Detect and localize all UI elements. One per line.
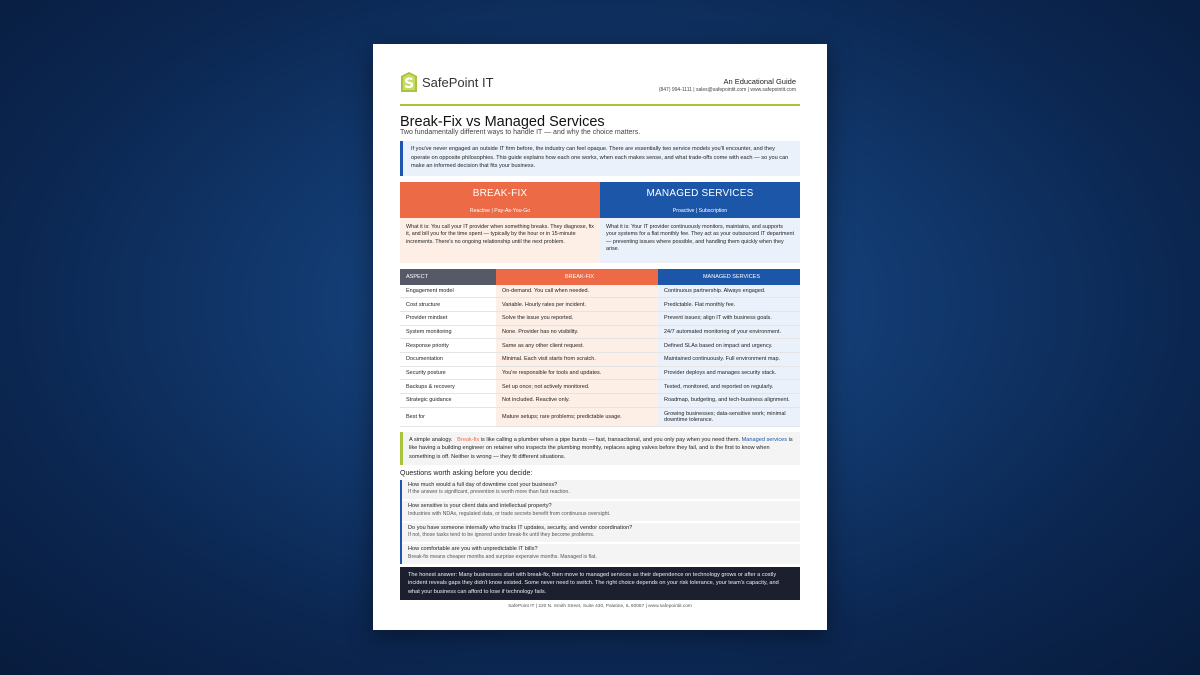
managed-cell: Roadmap, budgeting, and tech-business alignment. bbox=[658, 394, 800, 408]
managed-cell: Growing businesses; data-sensitive work; minimal downtime tolerance. bbox=[658, 407, 800, 426]
aspect-cell: Security posture bbox=[400, 366, 496, 380]
table-row bbox=[400, 325, 800, 339]
break-fix-description: What it is: You call your IT provider when something breaks. They diagnose, fix it, and bill you for the time spent — typically by the hour or in 15-minute increments. There's no ongoing relationship until the next problem. bbox=[400, 218, 600, 263]
managed-cell: Prevent issues; align IT with business goals. bbox=[658, 311, 800, 325]
managed-cell: 24/7 automated monitoring of your environment. bbox=[658, 325, 800, 339]
intro-callout: If you've never engaged an outside IT firm before, the industry can feel opaque. There are essentially two service models you'll encounter, and they operate on opposite philosophies. This guide explains how each one works, when each makes sense, and what trade-offs come with each — so you can make an informed decision that fits your business. bbox=[400, 141, 800, 176]
table-row bbox=[400, 394, 800, 408]
question-item bbox=[402, 480, 800, 500]
contact-line: (847) 994-1111 | sales@safepointit.com | www.safepointit.com bbox=[658, 87, 796, 93]
break-fix-cell: Solve the issue you reported. bbox=[496, 311, 658, 325]
table-row bbox=[400, 380, 800, 394]
table-row bbox=[400, 352, 800, 366]
break-fix-subtitle: Reactive | Pay-As-You-Go bbox=[469, 207, 531, 214]
question-item bbox=[402, 523, 800, 543]
aspect-cell: Engagement model bbox=[400, 285, 496, 298]
break-fix-cell: Same as any other client request. bbox=[496, 339, 658, 353]
analogy-break-fix-term: Break-fix bbox=[457, 436, 480, 443]
document-page bbox=[373, 44, 827, 630]
table-row bbox=[400, 285, 800, 298]
table-row bbox=[400, 339, 800, 353]
model-columns bbox=[400, 182, 800, 263]
logo-letter: S bbox=[403, 76, 415, 92]
break-fix-cell: On-demand. You call when needed. bbox=[496, 285, 658, 298]
question-answer: Industries with NDAs, regulated data, or trade secrets benefit from continuous oversight. bbox=[408, 510, 611, 517]
table-row bbox=[400, 311, 800, 325]
aspect-cell: System monitoring bbox=[400, 325, 496, 339]
honest-answer-callout: The honest answer: Many businesses start with break-fix, then move to managed services as their dependence on technology grows or after a costly incident reveals gaps they didn't know existed. Some never need to switch. The right choice depends on your risk tolerance, your team's capacity, and what your business can afford to lose if technology fails. bbox=[400, 567, 800, 600]
page-subtitle: Two fundamentally different ways to handle IT — and why the choice matters. bbox=[400, 129, 641, 136]
aspect-cell: Cost structure bbox=[400, 298, 496, 312]
managed-cell: Provider deploys and manages security stack. bbox=[658, 366, 800, 380]
break-fix-cell: Not included. Reactive only. bbox=[496, 394, 658, 408]
analogy-lead: A simple analogy. bbox=[409, 436, 453, 443]
break-fix-cell: Variable. Hourly rates per incident. bbox=[496, 298, 658, 312]
managed-description: What it is: Your IT provider continuously monitors, maintains, and supports your systems for a flat monthly fee. They act as your outsourced IT department — preventing issues where possible, and handling them quickly when they arise. bbox=[600, 218, 800, 263]
break-fix-cell: None. Provider has no visibility. bbox=[496, 325, 658, 339]
aspect-cell: Documentation bbox=[400, 352, 496, 366]
page-title: Break-Fix vs Managed Services bbox=[400, 114, 605, 130]
analogy-managed-term: Managed services bbox=[741, 436, 788, 443]
analogy-callout bbox=[400, 432, 800, 465]
aspect-cell: Backups & recovery bbox=[400, 380, 496, 394]
managed-title: MANAGED SERVICES bbox=[646, 187, 754, 199]
header-managed: MANAGED SERVICES bbox=[658, 269, 800, 285]
table-row bbox=[400, 407, 800, 426]
aspect-cell: Provider mindset bbox=[400, 311, 496, 325]
question-text: How comfortable are you with unpredictable IT bills? bbox=[408, 546, 538, 553]
logo bbox=[400, 70, 494, 94]
footer: SafePoint IT | 220 N. Smith Street, Suite 430, Palatine, IL 60067 | www.safepointit.com bbox=[508, 603, 692, 609]
managed-cell: Tested, monitored, and reported on regularly. bbox=[658, 380, 800, 394]
question-answer: If not, those tasks tend to be ignored under break-fix until they become problems. bbox=[408, 532, 595, 539]
break-fix-header bbox=[400, 182, 600, 218]
break-fix-cell: You're responsible for tools and updates. bbox=[496, 366, 658, 380]
table-row bbox=[400, 366, 800, 380]
question-text: Do you have someone internally who tracks IT updates, security, and vendor coordination? bbox=[408, 524, 633, 531]
managed-header bbox=[600, 182, 800, 218]
break-fix-title: BREAK-FIX bbox=[472, 187, 528, 199]
managed-cell: Maintained continuously. Full environment map. bbox=[658, 352, 800, 366]
questions-title: Questions worth asking before you decide: bbox=[400, 469, 533, 477]
guide-label: An Educational Guide bbox=[723, 77, 796, 86]
header bbox=[400, 44, 800, 106]
question-text: How much would a full day of downtime cost your business? bbox=[408, 481, 558, 488]
aspect-cell: Strategic guidance bbox=[400, 394, 496, 408]
break-fix-cell: Mature setups; rare problems; predictable usage. bbox=[496, 407, 658, 426]
aspect-cell: Response priority bbox=[400, 339, 496, 353]
analogy-break-fix-text: is like calling a plumber when a pipe bursts — fast, transactional, and you only pay when you need them. bbox=[479, 436, 742, 443]
question-item bbox=[402, 544, 800, 564]
managed-subtitle: Proactive | Subscription bbox=[672, 207, 728, 214]
managed-cell: Defined SLAs based on impact and urgency. bbox=[658, 339, 800, 353]
header-aspect: ASPECT bbox=[400, 269, 496, 285]
managed-column bbox=[600, 182, 800, 263]
header-break-fix: BREAK-FIX bbox=[496, 269, 658, 285]
managed-cell: Predictable. Flat monthly fee. bbox=[658, 298, 800, 312]
analogy-managed-text: is like having a building engineer on retainer who inspects the plumbing monthly, replaces aging valves before they fail, and is the first to know when something is off. Neither is wrong — they fit different situations. bbox=[409, 436, 793, 460]
break-fix-column bbox=[400, 182, 600, 263]
break-fix-cell: Minimal. Each visit starts from scratch. bbox=[496, 352, 658, 366]
break-fix-cell: Set up once; not actively monitored. bbox=[496, 380, 658, 394]
question-answer: Break-fix means cheaper months and surprise expensive months. Managed is flat. bbox=[408, 553, 597, 560]
question-answer: If the answer is significant, prevention is worth more than fast reaction. bbox=[408, 489, 570, 496]
brand-name: SafePoint IT bbox=[422, 74, 494, 90]
questions-list bbox=[400, 480, 800, 564]
aspect-cell: Best for bbox=[400, 407, 496, 426]
table-row bbox=[400, 298, 800, 312]
comparison-table bbox=[400, 269, 800, 427]
question-item bbox=[402, 501, 800, 521]
table-header-row bbox=[400, 269, 800, 285]
managed-cell: Continuous partnership. Always engaged. bbox=[658, 285, 800, 298]
question-text: How sensitive is your client data and intellectual property? bbox=[408, 503, 552, 510]
safepoint-logo-icon bbox=[400, 70, 418, 94]
